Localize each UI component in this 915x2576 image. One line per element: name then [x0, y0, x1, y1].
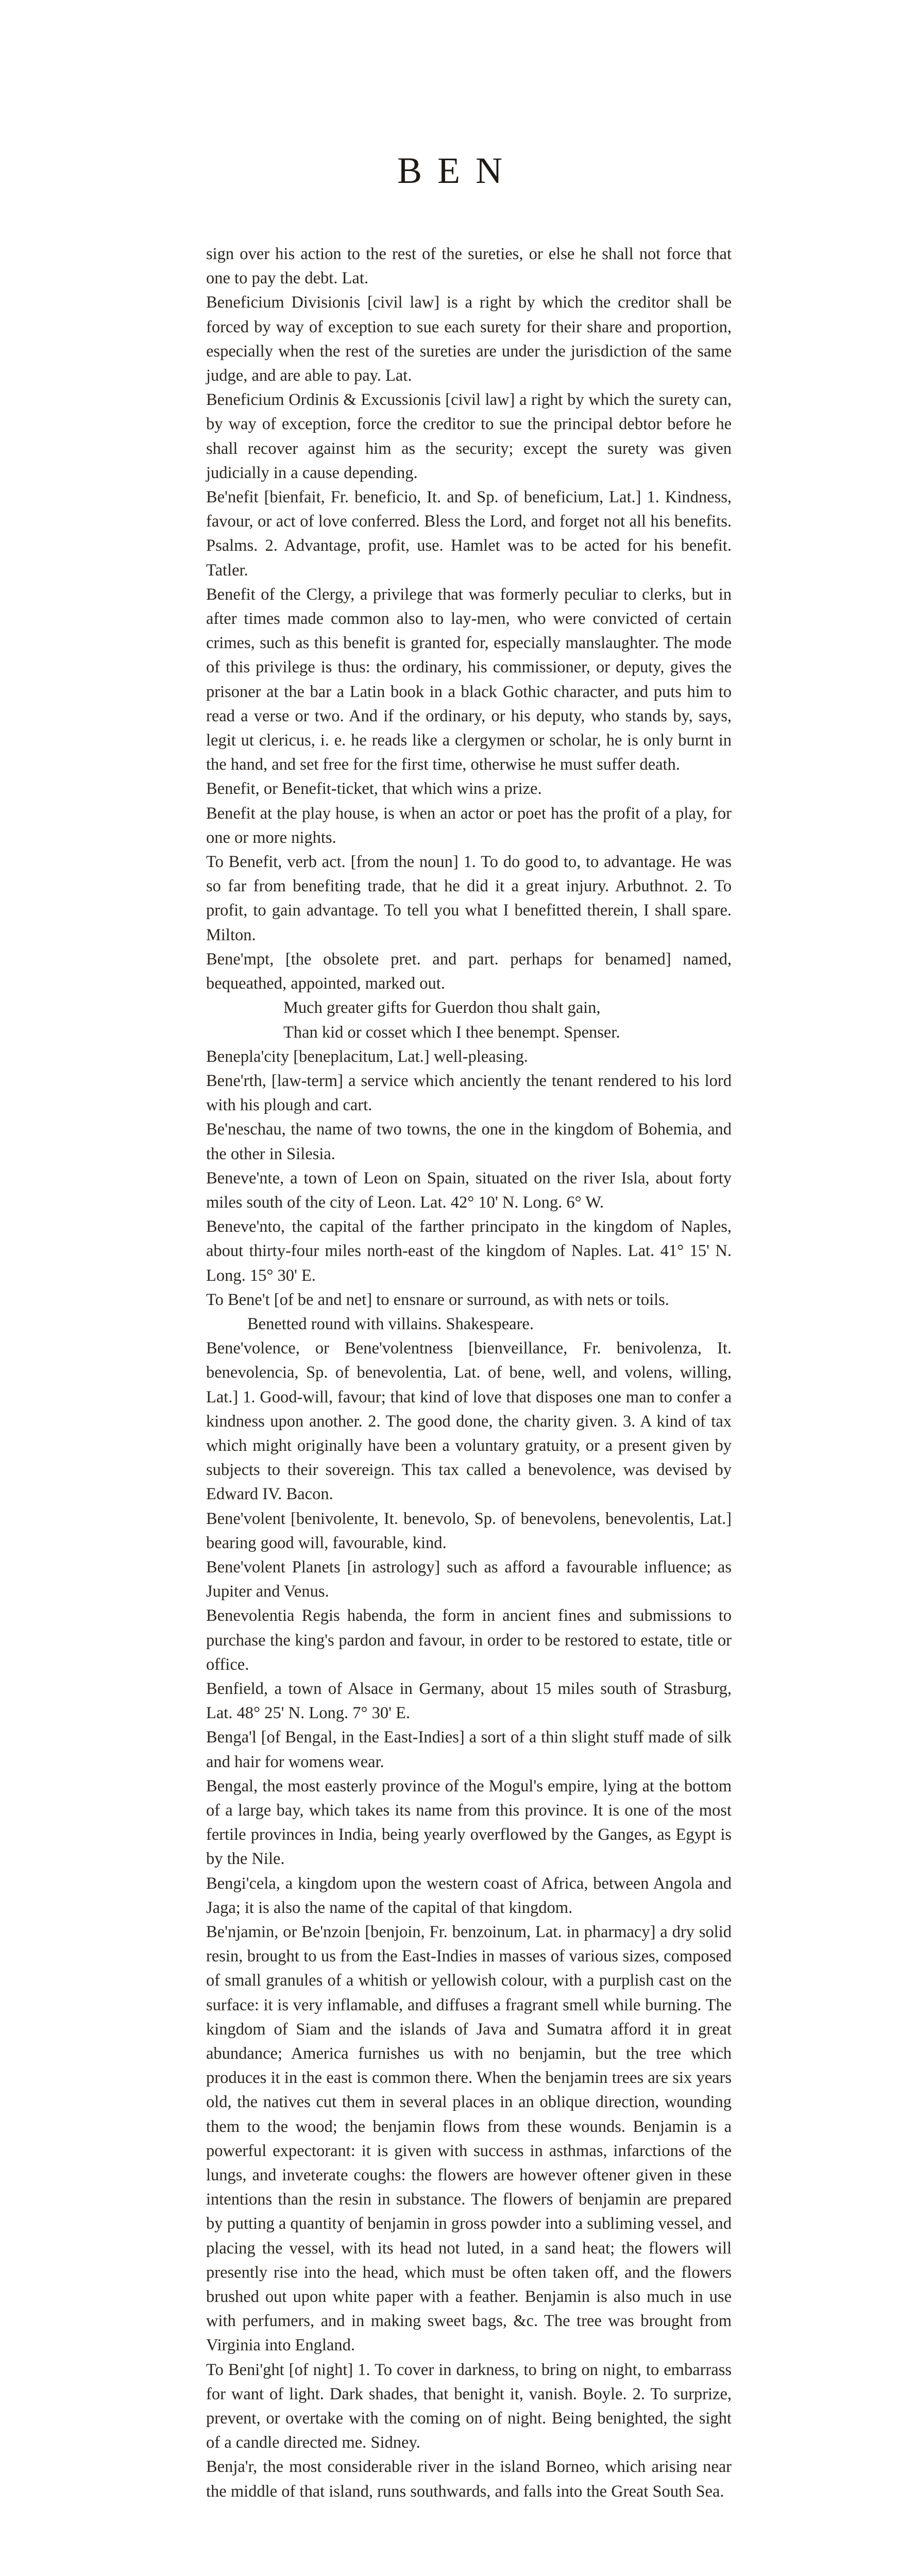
verse-line: Than kid or cosset which I thee benempt. Spenser.	[283, 1023, 620, 1042]
entry-benevolent: Bene'volent [benivolente, It. benevolo, Sp. of benevolens, benevolentis, Lat.] bearing good will, favourable, kind.	[206, 1509, 732, 1552]
entry-benfield: Benfield, a town of Alsace in Germany, about 15 miles south of Strasburg, Lat. 48° 25' N. Long. 7° 30' E.	[206, 1679, 732, 1723]
entry-list	[206, 242, 732, 2504]
entry-benjamin: Be'njamin, or Be'nzoin [benjoin, Fr. benzoinum, Lat. in pharmacy] a dry solid resin, brought to us from the East-Indies in masses of various sizes, composed of small granules of a whitish or yellowish colour, with a purplish cast on the surface: it is very inflamable, and diffuses a fragrant smell while burning. The kingdom of Siam and the islands of Java and Sumatra afford it in great abundance; America furnishes us with no benjamin, but the tree which produces it in the east is common there. When the benjamin trees are six years old, the natives cut them in several places in an oblique direction, wounding them to the wood; the benjamin flows from these wounds. Benjamin is a powerful expectorant: it is given with success in asthmas, infarctions of the lungs, and inveterate coughs: the flowers are however oftener given in these intentions than the resin in substance. The flowers of benjamin are prepared by putting a quantity of benjamin in gross powder into a subliming vessel, and placing the vessel, with its head not luted, in a sand heat; the flowers will presently rise into the head, which must be often taken off, and the flowers brushed out upon white paper with a feather. Benjamin is also much in use with perfumers, and in making sweet bags, &c. The tree was brought from Virginia into England.	[206, 1923, 732, 2355]
entry-bengicela: Bengi'cela, a kingdom upon the western coast of Africa, between Angola and Jaga; it is also the name of the capital of that kingdom.	[206, 1874, 732, 1917]
entry-benefit-play-house: Benefit at the play house, is when an actor or poet has the profit of a play, for one or more nights.	[206, 804, 732, 847]
entry-beneschau: Be'neschau, the name of two towns, the one in the kingdom of Bohemia, and the other in Silesia.	[206, 1120, 732, 1163]
entry-to-benefit: To Benefit, verb act. [from the noun] 1. To do good to, to advantage. He was so far from benefiting trade, that he did it a great injury. Arbuthnot. 2. To profit, to gain advantage. To tell you what I benefitted therein, I shall spare. Milton.	[206, 853, 732, 944]
verse-line: Much greater gifts for Guerdon thou shalt gain,	[283, 998, 601, 1018]
entry-benefit: Be'nefit [bienfait, Fr. beneficio, It. and Sp. of beneficium, Lat.] 1. Kindness, favour, or act of love conferred. Bless the Lord, and forget not all his benefits. Psalms. 2. Advantage, profit, use. Hamlet was to be acted for his benefit. Tatler.	[206, 488, 732, 580]
entry-benevolent-planets: Bene'volent Planets [in astrology] such as afford a favourable influence; as Jupiter and Venus.	[206, 1557, 732, 1601]
entry-bengal-province: Bengal, the most easterly province of the Mogul's empire, lying at the bottom of a large bay, which takes its name from this province. It is one of the most fertile provinces in India, being yearly overflowed by the Ganges, as Egypt is by the Nile.	[206, 1776, 732, 1869]
entry-benempt: Bene'mpt, [the obsolete pret. and part. perhaps for benamed] named, bequeathed, appointed, marked out.	[206, 950, 732, 993]
entry-bengal-stuff: Benga'l [of Bengal, in the East-Indies] a sort of a thin slight stuff made of silk and hair for womens wear.	[206, 1728, 732, 1771]
entry-benerth: Bene'rth, [law-term] a service which anciently the tenant rendered to his lord with his plough and cart.	[206, 1071, 732, 1115]
entry-beneplacity: Benepla'city [beneplacitum, Lat.] well-pleasing.	[206, 1047, 528, 1066]
entry-benevente: Beneve'nte, a town of Leon on Spain, situated on the river Isla, about forty miles south of the city of Leon. Lat. 42° 10' N. Long. 6° W.	[206, 1168, 732, 1212]
entry-benevolentia-regis: Benevolentia Regis habenda, the form in ancient fines and submissions to purchase the king's pardon and favour, in order to be restored to estate, title or office.	[206, 1606, 732, 1674]
entry-benjar: Benja'r, the most considerable river in the island Borneo, which arising near the middle of that island, runs southwards, and falls into the Great South Sea.	[206, 2458, 732, 2501]
entry-benefit-ticket: Benefit, or Benefit-ticket, that which wins a prize.	[206, 779, 542, 799]
entry-benevolence: Bene'volence, or Bene'volentness [bienveillance, Fr. benivolenza, It. benevolencia, Sp. of benevolentia, Lat. of bene, well, and volens, willing, Lat.] 1. Good-will, favour; that kind of love that disposes one man to confer a kindness upon another. 2. The good done, the charity given. 3. A kind of tax which might originally have been a voluntary gratuity, or a present given by subjects to their sovereign. This tax called a benevolence, was devised by Edward IV. Bacon.	[206, 1339, 732, 1504]
quote-line: Benetted round with villains. Shakespeare.	[247, 1314, 534, 1333]
entry-to-benight: To Beni'ght [of night] 1. To cover in darkness, to bring on night, to embarrass for want of light. Dark shades, that benight it, vanish. Boyle. 2. To surprize, prevent, or overtake with the coming on of night. Being benighted, the sight of a candle directed me. Sidney.	[206, 2360, 732, 2452]
entry-benevento: Beneve'nto, the capital of the farther principato in the kingdom of Naples, about thirty-four miles north-east of the kingdom of Naples. Lat. 41° 15' N. Long. 15° 30' E.	[206, 1217, 732, 1285]
entry-beneficium-ordinis: Beneficium Ordinis & Excussionis [civil law] a right by which the surety can, by way of exception, force the creditor to sue the principal debtor before he shall recover against him as the security; except the surety was given judicially in a cause depending.	[206, 391, 732, 482]
entry-to-benet: To Bene't [of be and net] to ensnare or surround, as with nets or toils.	[206, 1290, 669, 1309]
entry-continuation: sign over his action to the rest of the sureties, or else he shall not force that one to pay the debt. Lat.	[206, 245, 732, 288]
entry-beneficium-divisionis: Beneficium Divisionis [civil law] is a right by which the creditor shall be forced by way of exception to sue each surety for their share and proportion, especially when the rest of the sureties are under the jurisdiction of the same judge, and are able to pay. Lat.	[206, 293, 732, 385]
running-head: BEN	[397, 150, 518, 191]
entry-benefit-of-clergy: Benefit of the Clergy, a privilege that was formerly peculiar to clerks, but in after times made common also to lay-men, who were convicted of certain crimes, such as this benefit is granted for, especially manslaughter. The mode of this privilege is thus: the ordinary, his commissioner, or deputy, gives the prisoner at the bar a Latin book in a black Gothic character, and puts him to read a verse or two. And if the ordinary, or his deputy, who stands by, says, legit ut clericus, i. e. he reads like a clergymen or scholar, he is only burnt in the hand, and set free for the first time, otherwise he must suffer death.	[206, 585, 732, 774]
